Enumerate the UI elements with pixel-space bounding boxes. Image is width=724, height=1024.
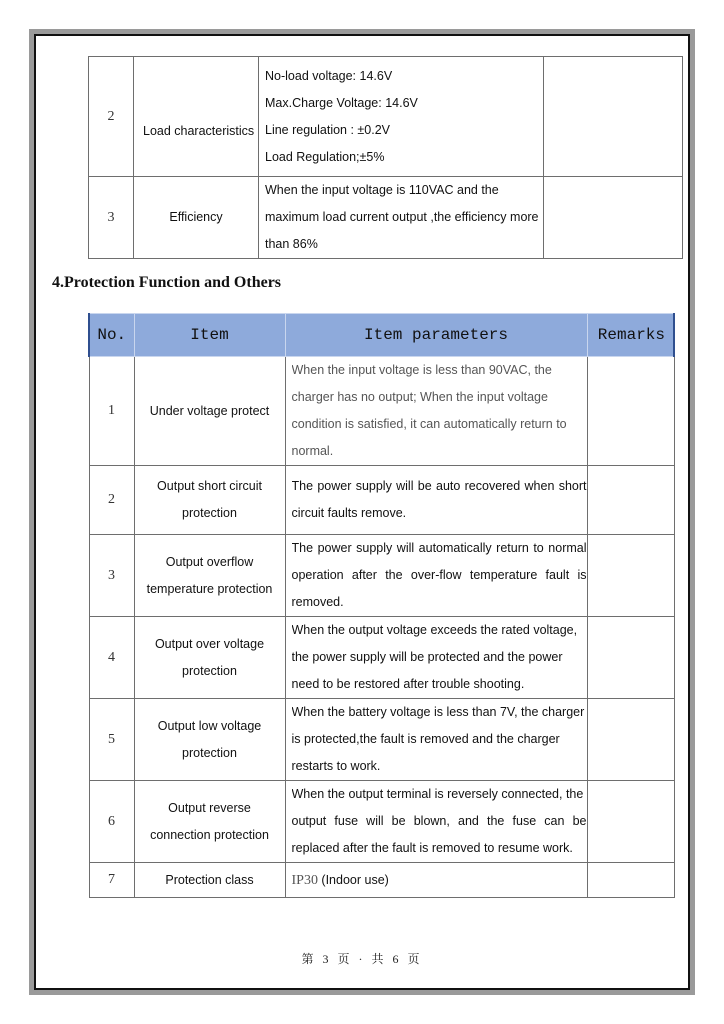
- param-line: circuit faults remove.: [291, 506, 407, 520]
- param-line: than 86%: [265, 237, 318, 251]
- params-cell: [285, 699, 587, 781]
- params-cell: [285, 781, 587, 863]
- param-line: condition is satisfied, it can automatically return to: [291, 417, 567, 431]
- table-row: [89, 357, 674, 466]
- item-cell: [134, 699, 285, 781]
- param-line: When the output voltage exceeds the rated voltage,: [291, 623, 578, 637]
- row-number: 3: [89, 535, 134, 617]
- row-number: 2: [89, 57, 134, 177]
- table-row: [89, 863, 674, 898]
- header-no: No.: [89, 314, 134, 357]
- param-line: normal.: [291, 444, 334, 458]
- params-cell: [259, 177, 544, 259]
- param-line: When the battery voltage is less than 7V, the charger: [291, 705, 585, 719]
- remarks-cell: [587, 617, 674, 699]
- param-line: Load Regulation;±5%: [265, 149, 385, 164]
- item-cell: [134, 466, 285, 535]
- params-cell: [285, 357, 587, 466]
- param-line: restarts to work.: [291, 759, 381, 773]
- item-line: Under voltage protect: [149, 403, 270, 418]
- page-footer: 第 3 页 · 共 6 页: [301, 952, 423, 966]
- param-line: is protected,the fault is removed and the charger: [291, 732, 560, 746]
- param-line: the power supply will be protected and the power: [291, 650, 563, 664]
- item-cell: [134, 357, 285, 466]
- item-line: Output low voltage: [157, 718, 262, 733]
- param-line: operation after the over-flow temperature fault is: [291, 568, 587, 582]
- remarks-cell: [587, 781, 674, 863]
- params-cell: [259, 57, 544, 177]
- row-number: 2: [89, 466, 134, 535]
- table-row: [89, 57, 683, 177]
- item-line: connection protection: [150, 827, 269, 842]
- param-line: The power supply will be auto recovered when short: [291, 479, 587, 493]
- item-line: protection: [182, 506, 237, 520]
- remarks-cell: [587, 863, 674, 898]
- protection-table: [88, 313, 675, 898]
- item-line: Output over voltage: [154, 636, 265, 651]
- param-line: Line regulation : ±0.2V: [265, 122, 390, 137]
- params-cell: [285, 617, 587, 699]
- row-number: 3: [89, 177, 134, 259]
- remarks-cell: [544, 57, 683, 177]
- table-row: [89, 177, 683, 259]
- remarks-cell: [587, 466, 674, 535]
- param-line: charger has no output; When the input voltage: [291, 390, 548, 404]
- table-row: [89, 699, 674, 781]
- header-remarks: Remarks: [587, 314, 674, 357]
- table-row: [89, 466, 674, 535]
- params-cell: [285, 535, 587, 617]
- section-heading: 4.Protection Function and Others: [52, 274, 282, 291]
- param-line: output fuse will be blown, and the fuse can be: [291, 814, 587, 828]
- item-cell: Load characteristics: [134, 57, 259, 177]
- item-line: protection: [182, 745, 237, 760]
- spec-table-continued: [88, 56, 683, 259]
- item-line: protection: [182, 663, 237, 678]
- param-line: When the input voltage is 110VAC and the: [265, 183, 499, 197]
- param-line: (Indoor use): [317, 872, 389, 887]
- param-line: When the input voltage is less than 90VAC, the: [291, 363, 552, 377]
- params-cell: [285, 863, 587, 898]
- row-number: 4: [89, 617, 134, 699]
- item-cell: Efficiency: [134, 177, 259, 259]
- item-line: Output overflow: [165, 554, 254, 569]
- param-line: removed.: [291, 595, 344, 609]
- row-number: 6: [89, 781, 134, 863]
- remarks-cell: [544, 177, 683, 259]
- remarks-cell: [587, 535, 674, 617]
- header-params: Item parameters: [285, 314, 587, 357]
- item-line: temperature protection: [146, 581, 273, 596]
- row-number: 1: [89, 357, 134, 466]
- table-header-row: [89, 314, 674, 357]
- param-line: When the output terminal is reversely connected, the: [291, 787, 584, 801]
- param-line: Max.Charge Voltage: 14.6V: [265, 95, 418, 110]
- table-row: [89, 535, 674, 617]
- remarks-cell: [587, 699, 674, 781]
- row-number: 5: [89, 699, 134, 781]
- protection-class-code: IP30: [291, 872, 318, 888]
- param-line: maximum load current output ,the efficiency more: [265, 210, 539, 224]
- params-cell: [285, 466, 587, 535]
- param-line: replaced after the fault is removed to resume work.: [291, 841, 573, 855]
- item-cell: [134, 863, 285, 898]
- table-row: [89, 617, 674, 699]
- header-item: Item: [134, 314, 285, 357]
- item-line: Output short circuit: [157, 479, 262, 493]
- remarks-cell: [587, 357, 674, 466]
- param-line: No-load voltage: 14.6V: [265, 68, 393, 83]
- param-line: The power supply will automatically return to normal: [291, 541, 587, 555]
- item-cell: [134, 617, 285, 699]
- item-cell: [134, 535, 285, 617]
- table-row: [89, 781, 674, 863]
- param-line: need to be restored after trouble shooting.: [291, 677, 525, 691]
- item-line: Output reverse: [168, 800, 251, 815]
- item-cell: [134, 781, 285, 863]
- row-number: 7: [89, 863, 134, 898]
- item-line: Protection class: [165, 872, 254, 887]
